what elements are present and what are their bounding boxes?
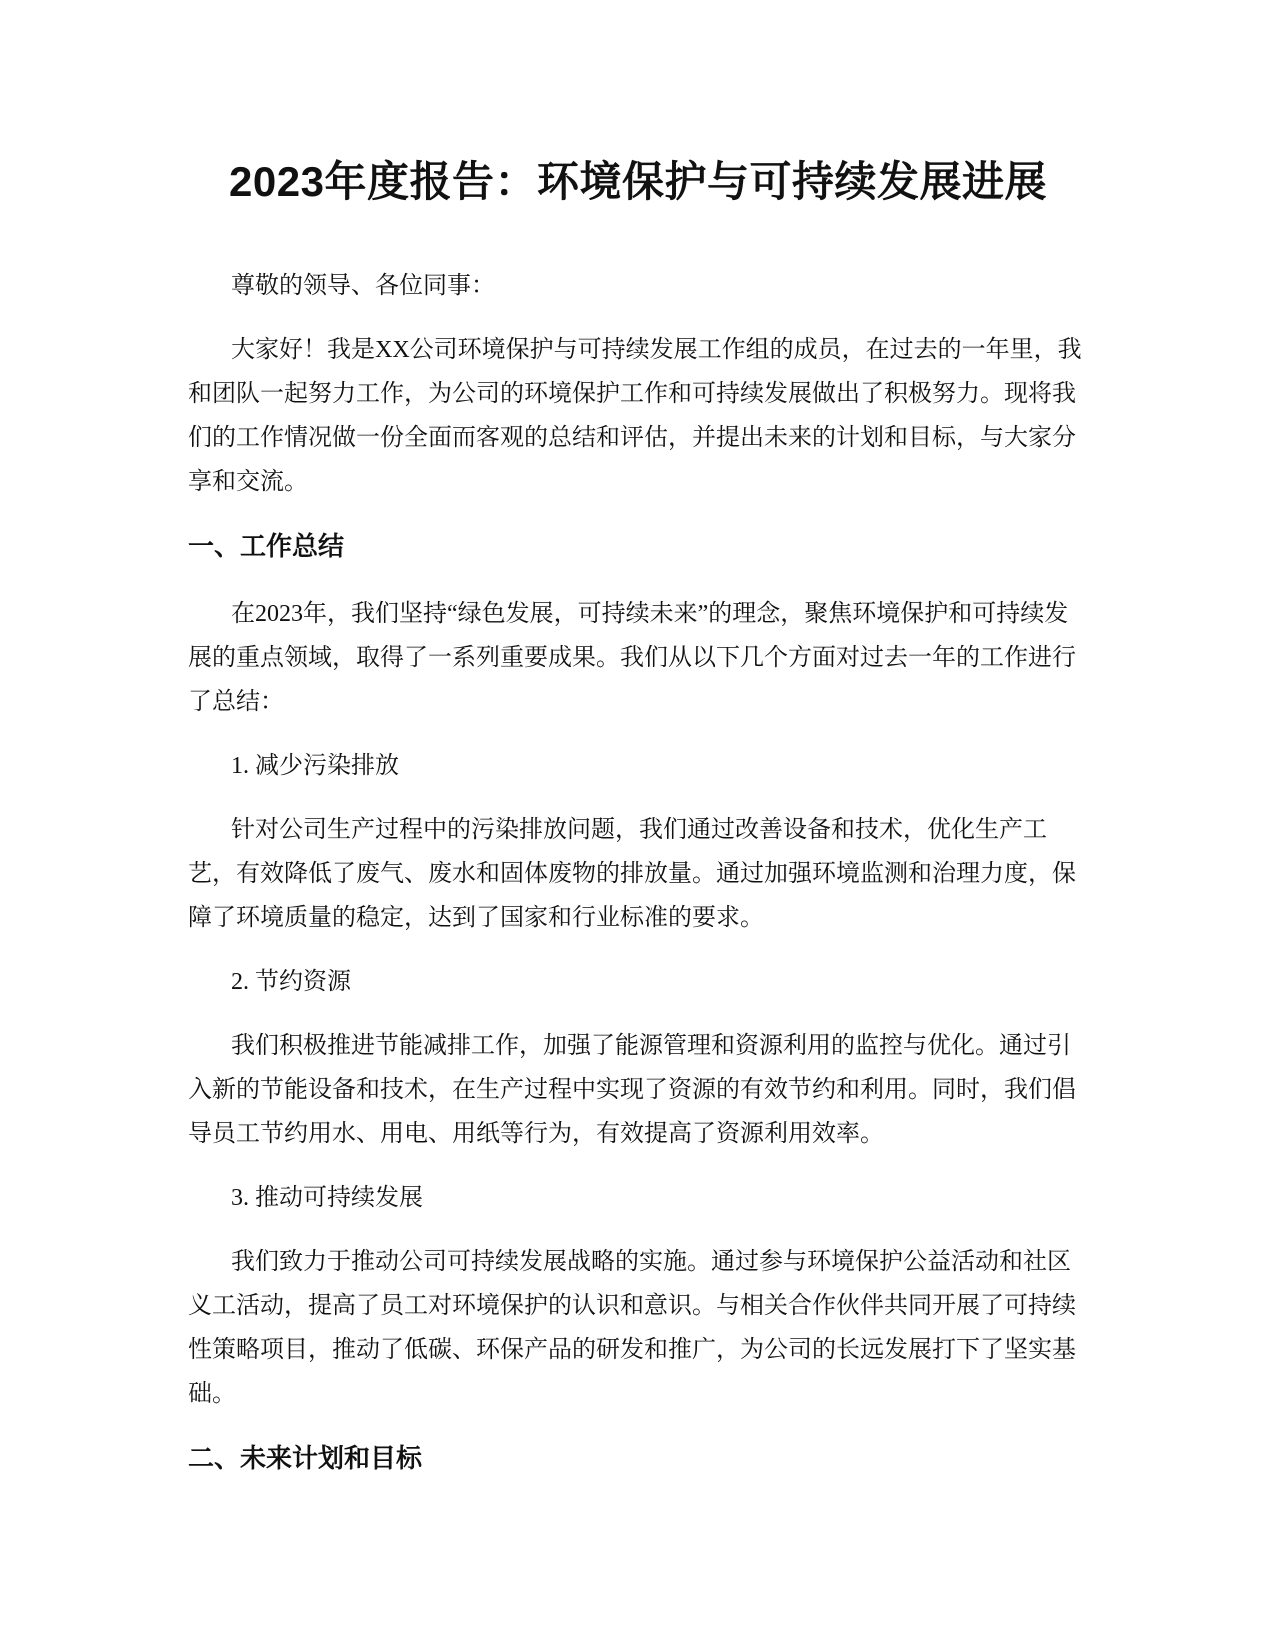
intro-paragraph: 大家好！我是XX公司环境保护与可持续发展工作组的成员，在过去的一年里，我和团队一起努力工作，为公司的环境保护工作和可持续发展做出了积极努力。现将我们的工作情况做一份全面而客观的总结和评估，并提出未来的计划和目标，与大家分享和交流。 — [188, 337, 1082, 495]
section-heading-work-summary: 一、工作总结 — [188, 531, 345, 561]
section-heading-future-plans: 二、未来计划和目标 — [188, 1443, 423, 1473]
item-body-reduce-pollution: 针对公司生产过程中的污染排放问题，我们通过改善设备和技术，优化生产工艺，有效降低了废气、废水和固体废物的排放量。通过加强环境监测和治理力度，保障了环境质量的稳定，达到了国家和行业标准的要求。 — [188, 817, 1076, 931]
item-body-save-resources: 我们积极推进节能减排工作，加强了能源管理和资源利用的监控与优化。通过引入新的节能设备和技术，在生产过程中实现了资源的有效节约和利用。同时，我们倡导员工节约用水、用电、用纸等行为，有效提高了资源利用效率。 — [188, 1033, 1076, 1147]
item-title-reduce-pollution: 1. 减少污染排放 — [231, 753, 399, 779]
item-body-sustainable-development: 我们致力于推动公司可持续发展战略的实施。通过参与环境保护公益活动和社区义工活动，提高了员工对环境保护的认识和意识。与相关合作伙伴共同开展了可持续性策略项目，推动了低碳、环保产品的研发和推广，为公司的长远发展打下了坚实基础。 — [188, 1249, 1076, 1407]
item-title-sustainable-development: 3. 推动可持续发展 — [231, 1185, 423, 1211]
item-title-save-resources: 2. 节约资源 — [231, 969, 351, 995]
section-intro-paragraph: 在2023年，我们坚持“绿色发展，可持续未来”的理念，聚焦环境保护和可持续发展的重点领域，取得了一系列重要成果。我们从以下几个方面对过去一年的工作进行了总结： — [188, 601, 1076, 715]
salutation: 尊敬的领导、各位同事： — [231, 273, 495, 299]
document-body — [188, 150, 1088, 1504]
document-title: 2023年度报告：环境保护与可持续发展进展 — [229, 158, 1047, 205]
